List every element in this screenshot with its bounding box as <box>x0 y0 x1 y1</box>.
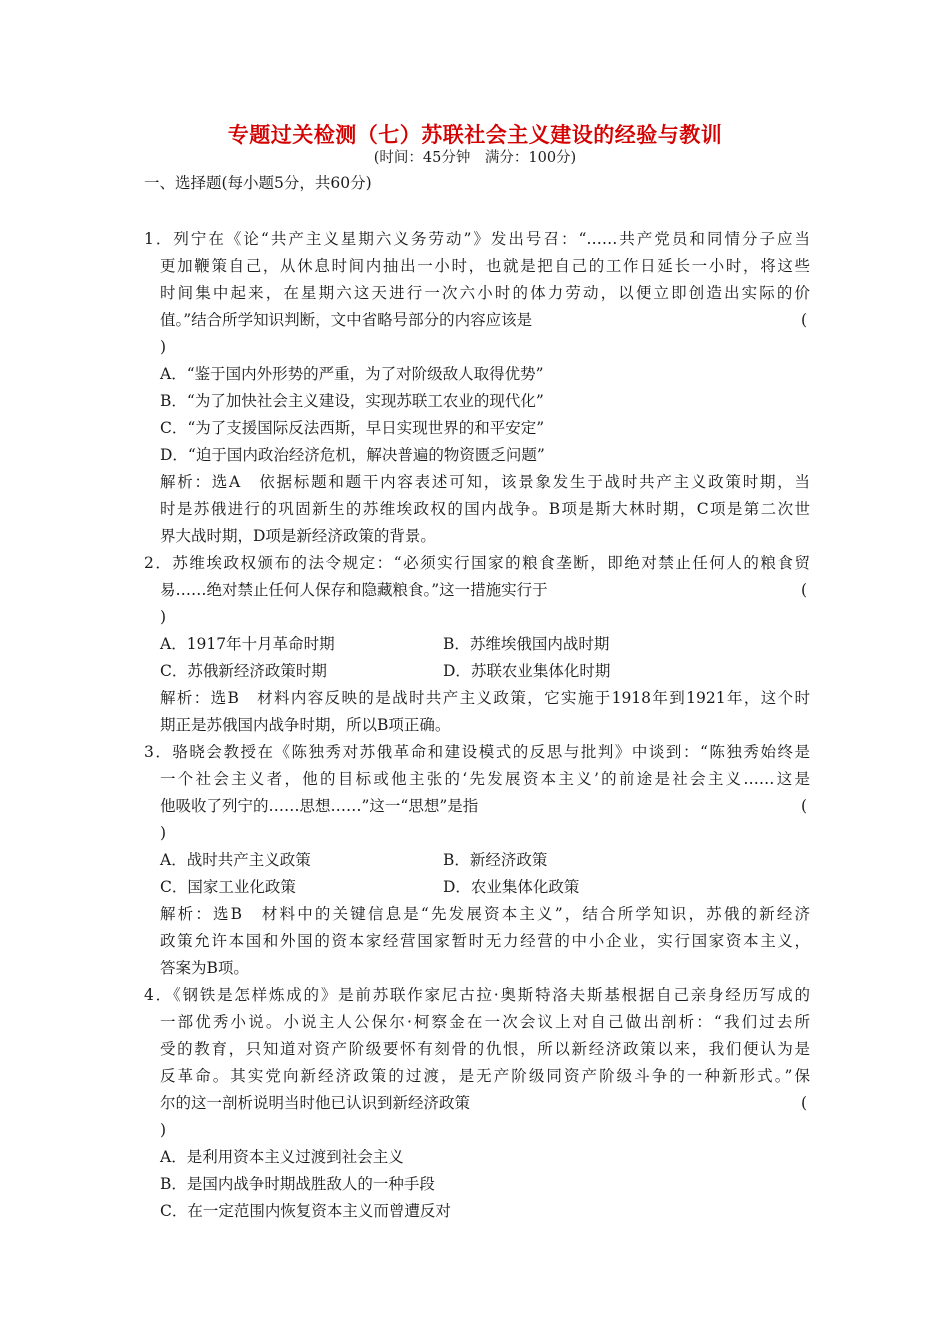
q4-option-b: B．是国内战争时期战胜敌人的一种手段 <box>160 1175 435 1193</box>
q2-line-2: 易……绝对禁止任何人保存和隐藏粮食。”这一措施实行于 <box>160 581 548 599</box>
q3-analysis-1: 解析：选B 材料中的关键信息是“先发展资本主义”，结合所学知识，苏俄的新经济 <box>160 905 810 923</box>
document-subtitle: (时间：45分钟 满分：100分) <box>373 150 577 166</box>
q2-option-c: C．苏俄新经济政策时期 <box>160 662 327 680</box>
q3-line-2: 一个社会主义者，他的目标或他主张的‘先发展资本主义’的前途是社会主义……这是 <box>160 770 810 788</box>
q2-analysis-1: 解析：选B 材料内容反映的是战时共产主义政策，它实施于1918年到1921年，这个时 <box>160 689 810 707</box>
q3-analysis-3: 答案为B项。 <box>160 959 249 977</box>
q3-option-d: D．农业集体化政策 <box>443 878 580 896</box>
q3-answer-paren-close: ) <box>160 824 167 842</box>
q4-line-3: 受的教育，只知道对资产阶级要怀有刻骨的仇恨，所以新经济政策以来，我们便认为是 <box>160 1040 810 1058</box>
q4-line-4: 反革命。其实党向新经济政策的过渡，是无产阶级同资产阶级斗争的一种新形式。”保 <box>160 1067 810 1085</box>
q4-line-2: 一部优秀小说。小说主人公保尔·柯察金在一次会议上对自己做出剖析：“我们过去所 <box>160 1013 810 1031</box>
q2-answer-paren-open: ( <box>801 581 808 599</box>
q4-answer-paren-close: ) <box>160 1121 167 1139</box>
q4-option-a: A．是利用资本主义过渡到社会主义 <box>160 1148 404 1166</box>
q4-answer-paren-open: ( <box>801 1094 808 1112</box>
q1-line-1: 1．列宁在《论“共产主义星期六义务劳动”》发出号召：“……共产党员和同情分子应当 <box>144 230 810 248</box>
q1-option-b: B．“为了加快社会主义建设，实现苏联工农业的现代化” <box>160 392 544 410</box>
q3-option-c: C．国家工业化政策 <box>160 878 296 896</box>
q3-answer-paren-open: ( <box>801 797 808 815</box>
section-heading: 一、选择题(每小题5分，共60分) <box>144 174 372 192</box>
q2-line-1: 2．苏维埃政权颁布的法令规定：“必须实行国家的粮食垄断，即绝对禁止任何人的粮食贸 <box>144 554 810 572</box>
q3-option-a: A．战时共产主义政策 <box>160 851 311 869</box>
q2-answer-paren-close: ) <box>160 608 167 626</box>
q3-analysis-2: 政策允许本国和外国的资本家经营国家暂时无力经营的中小企业，实行国家资本主义， <box>160 932 810 950</box>
document-title: 专题过关检测（七）苏联社会主义建设的经验与教训 <box>227 122 723 147</box>
q1-option-c: C．“为了支援国际反法西斯，早日实现世界的和平安定” <box>160 419 545 437</box>
q3-line-1: 3．骆晓会教授在《陈独秀对苏俄革命和建设模式的反思与批判》中谈到：“陈独秀始终是 <box>144 743 810 761</box>
q4-option-c: C．在一定范围内恢复资本主义而曾遭反对 <box>160 1202 451 1220</box>
q3-option-b: B．新经济政策 <box>443 851 548 869</box>
q2-option-b: B．苏维埃俄国内战时期 <box>443 635 610 653</box>
q2-option-a: A．1917年十月革命时期 <box>160 635 335 653</box>
q1-line-4: 值。”结合所学知识判断，文中省略号部分的内容应该是 <box>160 311 533 329</box>
q4-line-1: 4．《钢铁是怎样炼成的》是前苏联作家尼古拉·奥斯特洛夫斯基根据自己亲身经历写成的 <box>144 986 810 1004</box>
q1-analysis-2: 时是苏俄进行的巩固新生的苏维埃政权的国内战争。B项是斯大林时期，C项是第二次世 <box>160 500 810 518</box>
q1-answer-paren-close: ) <box>160 338 167 356</box>
q1-analysis-3: 界大战时期，D项是新经济政策的背景。 <box>160 527 436 545</box>
q1-line-2: 更加鞭策自己，从休息时间内抽出一小时，也就是把自己的工作日延长一小时，将这些 <box>160 257 810 275</box>
q1-option-a: A．“鉴于国内外形势的严重，为了对阶级敌人取得优势” <box>160 365 544 383</box>
q1-analysis-1: 解析：选A 依据标题和题干内容表述可知，该景象发生于战时共产主义政策时期，当 <box>160 473 810 491</box>
q2-option-d: D．苏联农业集体化时期 <box>443 662 611 680</box>
q3-line-3: 他吸收了列宁的……思想……”这一“思想”是指 <box>160 797 479 815</box>
q1-answer-paren-open: ( <box>801 311 808 329</box>
q2-analysis-2: 期正是苏俄国内战争时期，所以B项正确。 <box>160 716 451 734</box>
q1-option-d: D．“迫于国内政治经济危机，解决普遍的物资匮乏问题” <box>160 446 545 464</box>
q1-line-3: 时间集中起来，在星期六这天进行一次六小时的体力劳动，以便立即创造出实际的价 <box>160 284 810 302</box>
q4-line-5: 尔的这一剖析说明当时他已认识到新经济政策 <box>160 1094 471 1112</box>
